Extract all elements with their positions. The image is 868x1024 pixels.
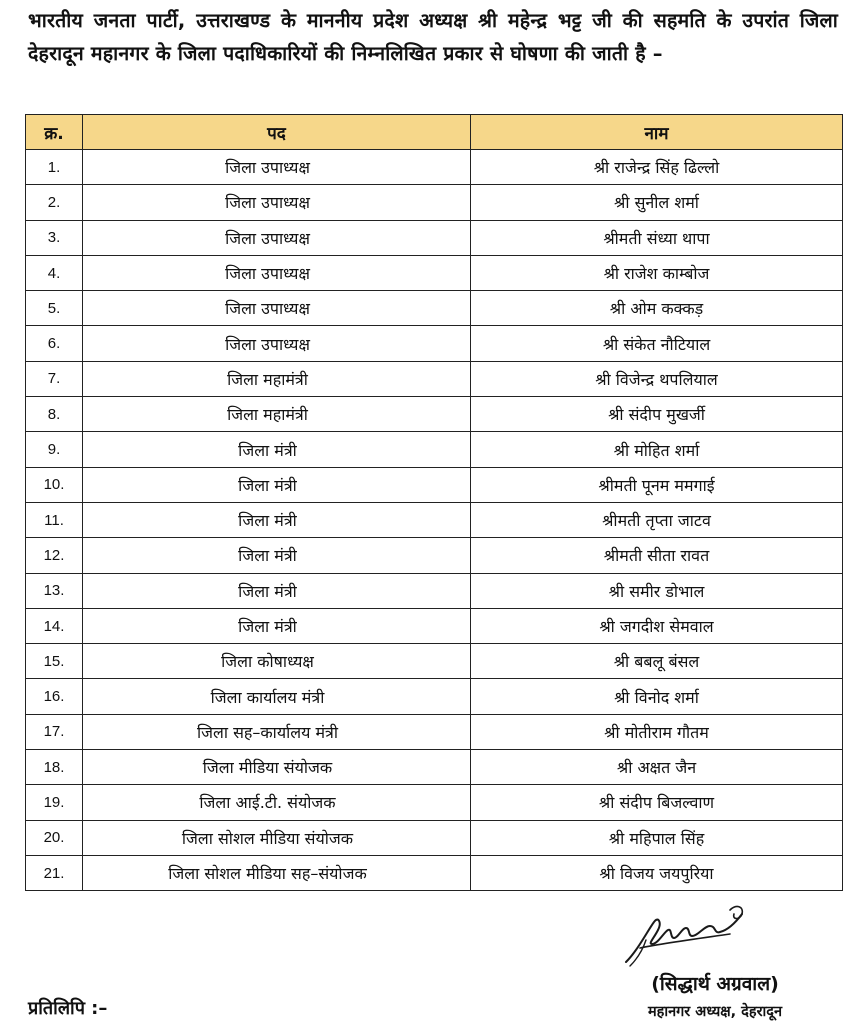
table-body <box>26 150 843 891</box>
row-name: श्री संकेत नौटियाल <box>471 326 843 361</box>
row-serial: 3. <box>26 220 83 255</box>
row-post: जिला महामंत्री <box>83 361 471 396</box>
row-serial: 1. <box>26 150 83 185</box>
row-serial: 20. <box>26 820 83 855</box>
row-serial: 7. <box>26 361 83 396</box>
row-serial: 6. <box>26 326 83 361</box>
table-row <box>26 291 843 326</box>
row-post: जिला उपाध्यक्ष <box>83 150 471 185</box>
row-name: श्रीमती तृप्ता जाटव <box>471 502 843 537</box>
table-row <box>26 326 843 361</box>
row-serial: 12. <box>26 538 83 573</box>
row-post: जिला मंत्री <box>83 573 471 608</box>
row-name: श्री मोहित शर्मा <box>471 432 843 467</box>
row-serial: 16. <box>26 679 83 714</box>
header-post: पद <box>83 115 471 150</box>
row-serial: 4. <box>26 255 83 290</box>
row-serial: 8. <box>26 397 83 432</box>
row-post: जिला उपाध्यक्ष <box>83 326 471 361</box>
row-post: जिला मंत्री <box>83 467 471 502</box>
row-serial: 14. <box>26 608 83 643</box>
row-post: जिला उपाध्यक्ष <box>83 185 471 220</box>
table-row <box>26 750 843 785</box>
row-post: जिला मंत्री <box>83 502 471 537</box>
table-row <box>26 255 843 290</box>
row-post: जिला सोशल मीडिया सह–संयोजक <box>83 855 471 890</box>
row-name: श्री संदीप बिजल्वाण <box>471 785 843 820</box>
signatory-name: (सिद्धार्थ अग्रवाल) <box>651 973 779 995</box>
table-row <box>26 185 843 220</box>
table-row <box>26 608 843 643</box>
signatory-title: महानगर अध्यक्ष, देहरादून <box>647 1004 783 1020</box>
table-row <box>26 467 843 502</box>
table-row <box>26 820 843 855</box>
table-row <box>26 502 843 537</box>
row-serial: 10. <box>26 467 83 502</box>
row-serial: 5. <box>26 291 83 326</box>
table-row <box>26 855 843 890</box>
row-name: श्री संदीप मुखर्जी <box>471 397 843 432</box>
row-post: जिला आई.टी. संयोजक <box>83 785 471 820</box>
row-serial: 13. <box>26 573 83 608</box>
copy-to-label: प्रतिलिपि :– <box>28 998 108 1019</box>
row-post: जिला उपाध्यक्ष <box>83 255 471 290</box>
row-post: जिला महामंत्री <box>83 397 471 432</box>
row-name: श्री सुनील शर्मा <box>471 185 843 220</box>
row-name: श्री मोतीराम गौतम <box>471 714 843 749</box>
handwritten-signature <box>618 900 753 970</box>
table-row <box>26 785 843 820</box>
header-name: नाम <box>471 115 843 150</box>
table-row <box>26 150 843 185</box>
row-serial: 15. <box>26 644 83 679</box>
row-name: श्रीमती संध्या थापा <box>471 220 843 255</box>
row-post: जिला सोशल मीडिया संयोजक <box>83 820 471 855</box>
row-serial: 11. <box>26 502 83 537</box>
row-serial: 18. <box>26 750 83 785</box>
row-post: जिला कार्यालय मंत्री <box>83 679 471 714</box>
row-post: जिला मंत्री <box>83 538 471 573</box>
row-serial: 9. <box>26 432 83 467</box>
row-serial: 19. <box>26 785 83 820</box>
row-post: जिला मंत्री <box>83 608 471 643</box>
row-name: श्री विजय जयपुरिया <box>471 855 843 890</box>
row-name: श्री महिपाल सिंह <box>471 820 843 855</box>
table-row <box>26 432 843 467</box>
row-post: जिला उपाध्यक्ष <box>83 291 471 326</box>
row-name: श्री राजेश काम्बोज <box>471 255 843 290</box>
table-row <box>26 644 843 679</box>
row-name: श्री विजेन्द्र थपलियाल <box>471 361 843 396</box>
table-row <box>26 361 843 396</box>
row-name: श्रीमती सीता रावत <box>471 538 843 573</box>
row-name: श्री अक्षत जैन <box>471 750 843 785</box>
row-name: श्रीमती पूनम ममगाई <box>471 467 843 502</box>
row-name: श्री राजेन्द्र सिंह ढिल्लो <box>471 150 843 185</box>
row-name: श्री ओम कक्कड़ <box>471 291 843 326</box>
table-row <box>26 220 843 255</box>
office-bearers-table <box>25 114 843 891</box>
signature-block <box>590 898 850 1024</box>
row-post: जिला मंत्री <box>83 432 471 467</box>
row-post: जिला कोषाध्यक्ष <box>83 644 471 679</box>
table-row <box>26 714 843 749</box>
row-name: श्री समीर डोभाल <box>471 573 843 608</box>
row-name: श्री जगदीश सेमवाल <box>471 608 843 643</box>
row-serial: 2. <box>26 185 83 220</box>
row-post: जिला उपाध्यक्ष <box>83 220 471 255</box>
row-serial: 17. <box>26 714 83 749</box>
table-row <box>26 397 843 432</box>
row-post: जिला सह–कार्यालय मंत्री <box>83 714 471 749</box>
table-row <box>26 538 843 573</box>
row-name: श्री बबलू बंसल <box>471 644 843 679</box>
row-name: श्री विनोद शर्मा <box>471 679 843 714</box>
table-row <box>26 679 843 714</box>
row-serial: 21. <box>26 855 83 890</box>
table-row <box>26 573 843 608</box>
row-post: जिला मीडिया संयोजक <box>83 750 471 785</box>
intro-paragraph: भारतीय जनता पार्टी, उत्तराखण्ड के माननीय प्रदेश अध्यक्ष श्री महेन्द्र भट्ट जी की सहमति के उपरांत जिला देहरादून महानगर के जिला पदाधिकारियों की निम्नलिखित प्रकार से घोषणा की जाती है – <box>28 9 838 65</box>
table-header-row <box>26 115 843 150</box>
header-serial: क्र. <box>26 115 83 150</box>
